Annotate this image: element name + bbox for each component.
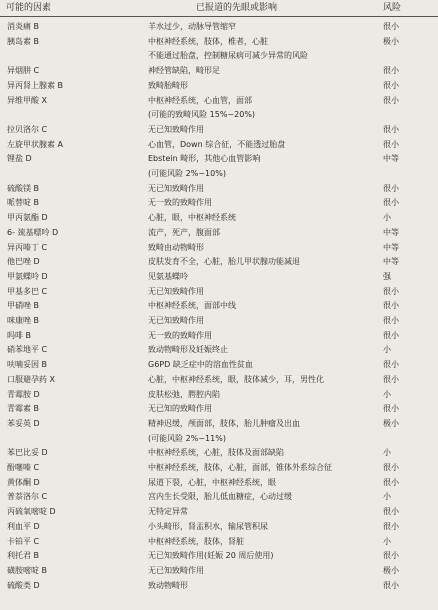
table-row [0, 211, 438, 225]
agent-cell: 他巴唑 D [7, 257, 40, 267]
risk-cell: 很小 [383, 66, 399, 76]
table-row [0, 49, 438, 63]
effect-cell: 致动物畸形及妊娠终止 [148, 345, 228, 355]
table-row [0, 388, 438, 402]
effect-cell: (可能的致畸风险 15%~20%) [148, 110, 256, 120]
table-row [0, 549, 438, 563]
agent-cell: 酚噻嗪 C [7, 463, 40, 472]
effect-cell: 无已知致畸作用 [148, 565, 204, 575]
agent-cell: 甲氨蝶呤 D [7, 271, 48, 281]
effect-cell: 中枢神经系统，肢体，肾脏 [148, 536, 244, 546]
effect-cell: 尿道下裂，心脏，中枢神经系统，眼 [148, 477, 276, 487]
agent-cell: 丙硫氧嘧啶 D [7, 507, 56, 517]
table-row [0, 329, 438, 343]
risk-cell: 很小 [383, 404, 399, 414]
effect-cell: 无已知致畸作用(妊娠 20 周后使用) [148, 551, 274, 561]
agent-cell: 消炎痛 B [7, 22, 40, 31]
agent-cell: 硫酸类 D [7, 580, 40, 590]
table-row [0, 299, 438, 313]
table-row [0, 20, 438, 34]
table-row [0, 285, 438, 299]
table-row [0, 402, 438, 416]
risk-cell: 很小 [383, 374, 399, 384]
risk-cell: 中等 [383, 242, 399, 252]
effect-cell: Ebstein 畸形，其他心血管影响 [148, 154, 261, 164]
agent-cell: 硝苯地平 C [7, 345, 48, 355]
table-row [0, 241, 438, 255]
risk-cell: 很小 [383, 521, 399, 531]
table-row [0, 579, 438, 593]
risk-cell: 小 [383, 492, 391, 502]
risk-cell: 小 [383, 448, 391, 458]
agent-cell: 甲丙氨酯 D [7, 213, 48, 223]
header-risk: 风险 [383, 3, 402, 13]
effect-cell: 无已知致畸作用 [148, 183, 204, 193]
table-row [0, 520, 438, 534]
table-row [0, 373, 438, 387]
risk-cell: 中等 [383, 257, 399, 267]
agent-cell: 苯妥英 D [7, 418, 40, 428]
risk-cell: 很小 [383, 316, 399, 325]
risk-cell: 强 [383, 271, 391, 281]
risk-cell: 小 [383, 213, 391, 223]
effect-cell: 心血管，Down 综合征，不能透过胎盘 [148, 139, 286, 149]
risk-cell: 很小 [383, 139, 399, 149]
risk-cell: 很小 [383, 22, 399, 31]
table-row [0, 138, 438, 152]
risk-cell: 很小 [383, 463, 399, 472]
risk-cell: 很小 [383, 80, 399, 90]
effect-cell: (可能风险 2%~11%) [148, 433, 226, 443]
agent-cell: 甲基多巴 C [7, 286, 48, 296]
table-row [0, 108, 438, 122]
risk-cell: 极小 [383, 418, 399, 428]
effect-cell: 致畸由动物畸形 [148, 242, 204, 252]
header-effect: 已报道的先眼或影响 [196, 3, 278, 13]
agent-cell: 左旋甲状腺素 A [7, 139, 64, 149]
risk-cell: 中等 [383, 227, 399, 237]
agent-cell: 异丙肾上腺素 B [7, 80, 64, 90]
effect-cell: 无已知的致畸作用 [148, 404, 212, 414]
table-row [0, 255, 438, 269]
agent-cell: 口服避孕药 X [7, 374, 56, 384]
agent-cell: 卡铂平 C [7, 536, 40, 546]
risk-cell: 很小 [383, 95, 399, 105]
agent-cell: 6- 巯基嘌呤 D [7, 227, 59, 237]
agent-cell: 甲硝唑 B [7, 301, 40, 311]
agent-cell: 咪康唑 B [7, 316, 40, 325]
effect-cell: 中枢神经系统，肢体，椎者，心脏 [148, 36, 268, 46]
table-row [0, 505, 438, 519]
table-row [0, 64, 438, 78]
agent-cell: 呋喃妥因 B [7, 360, 48, 370]
risk-cell: 极小 [383, 565, 399, 575]
agent-cell: 异丙嗪丁 C [7, 242, 48, 252]
agent-cell: 苯巴比妥 D [7, 448, 48, 458]
risk-cell: 极小 [383, 36, 399, 46]
table-row [0, 490, 438, 504]
table-row [0, 535, 438, 549]
effect-cell: 不能通过胎盘，控制糖尿病可减少异常的风险 [148, 51, 308, 61]
effect-cell: (可能风险 2%~10%) [148, 169, 226, 178]
effect-cell: 流产，死产，腹面部 [148, 227, 220, 237]
effect-cell: 中枢神经系统，心血管，面部 [148, 95, 252, 105]
effect-cell: 中枢神经系统，面部中线 [148, 301, 236, 311]
risk-cell: 很小 [383, 301, 399, 311]
table-row [0, 123, 438, 137]
effect-cell: 精神迟缓，颅面部，肢体，胎儿肿瘤及出血 [148, 418, 300, 428]
effect-cell: G6PD 缺乏症中的溶血性贫血 [148, 360, 253, 370]
table-row [0, 446, 438, 460]
agent-cell: 磺胺嘧啶 B [7, 565, 48, 575]
agent-cell: 硫酸镁 B [7, 183, 40, 193]
agent-cell: 胰岛素 B [7, 36, 40, 46]
effect-cell: 无特定异常 [148, 507, 188, 517]
effect-cell: 见氨基蝶呤 [148, 271, 188, 281]
effect-cell: 羊水过少，动脉导管缩窄 [148, 22, 236, 31]
effect-cell: 中枢神经系统，肢体，心脏，面部，锥体外系综合征 [148, 463, 332, 472]
agent-cell: 利血平 D [7, 521, 40, 531]
agent-cell: 锂盐 D [7, 154, 32, 164]
agent-cell: 异烟肼 C [7, 66, 40, 76]
risk-cell: 很小 [383, 551, 399, 561]
table-row [0, 564, 438, 578]
risk-cell: 小 [383, 536, 391, 546]
table-row [0, 476, 438, 490]
effect-cell: 心脏，中枢神经系统，眼，肢体减少，耳，男性化 [148, 374, 324, 384]
table-row [0, 461, 438, 475]
table-row [0, 358, 438, 372]
agent-cell: 普萘洛尔 C [7, 492, 48, 502]
agent-cell: 吗啡 B [7, 330, 32, 340]
table-header [0, 0, 438, 17]
risk-cell: 很小 [383, 507, 399, 517]
table-row [0, 417, 438, 431]
effect-cell: 致畸胎畸形 [148, 80, 188, 90]
effect-cell: 无已知致畸作用 [148, 316, 204, 325]
risk-cell: 小 [383, 389, 391, 399]
table-row [0, 226, 438, 240]
agent-cell: 哌替啶 B [7, 198, 40, 208]
agent-cell: 异维甲酸 X [7, 95, 48, 105]
effect-cell: 中枢神经系统，心脏，肢体及面部缺陷 [148, 448, 284, 458]
effect-cell: 致动物畸形 [148, 580, 188, 590]
risk-cell: 中等 [383, 154, 399, 164]
risk-cell: 很小 [383, 360, 399, 370]
effect-cell: 皮肤松弛，腭腔内陷 [148, 389, 220, 399]
effect-cell: 神经管缺陷，畸形足 [148, 66, 220, 76]
effect-cell: 皮肤发育不全，心脏，胎儿甲状腺功能减退 [148, 257, 300, 267]
effect-cell: 无一致的致畸作用 [148, 198, 212, 208]
risk-cell: 小 [383, 345, 391, 355]
table-row [0, 182, 438, 196]
risk-cell: 很小 [383, 580, 399, 590]
table-row [0, 314, 438, 328]
table-row [0, 152, 438, 166]
effect-cell: 无已知致畸作用 [148, 286, 204, 296]
effect-cell: 无已知致畸作用 [148, 124, 204, 134]
table-row [0, 35, 438, 49]
risk-cell: 很小 [383, 183, 399, 193]
agent-cell: 青霉素 B [7, 404, 40, 414]
risk-cell: 很小 [383, 124, 399, 134]
effect-cell: 小头畸形，肾盂积水，输尿管积尿 [148, 521, 268, 531]
effect-cell: 无一致的致畸作用 [148, 330, 212, 340]
risk-cell: 很小 [383, 198, 399, 208]
agent-cell: 青霉胺 D [7, 389, 40, 399]
agent-cell: 拉贝洛尔 C [7, 124, 48, 134]
agent-cell: 黄体酮 D [7, 477, 40, 487]
effect-cell: 心脏，眼，中枢神经系统 [148, 213, 236, 223]
table-row [0, 167, 438, 181]
table-row [0, 432, 438, 446]
table-row [0, 270, 438, 284]
header-agent: 可能的因素 [6, 3, 52, 13]
risk-cell: 很小 [383, 477, 399, 487]
effect-cell: 宫内生长受限，胎儿低血糖症，心动过缓 [148, 492, 292, 502]
table-row [0, 79, 438, 93]
table-row [0, 343, 438, 357]
risk-cell: 很小 [383, 330, 399, 340]
table-row [0, 94, 438, 108]
table-row [0, 196, 438, 210]
risk-cell: 很小 [383, 286, 399, 296]
agent-cell: 利托君 B [7, 551, 40, 561]
